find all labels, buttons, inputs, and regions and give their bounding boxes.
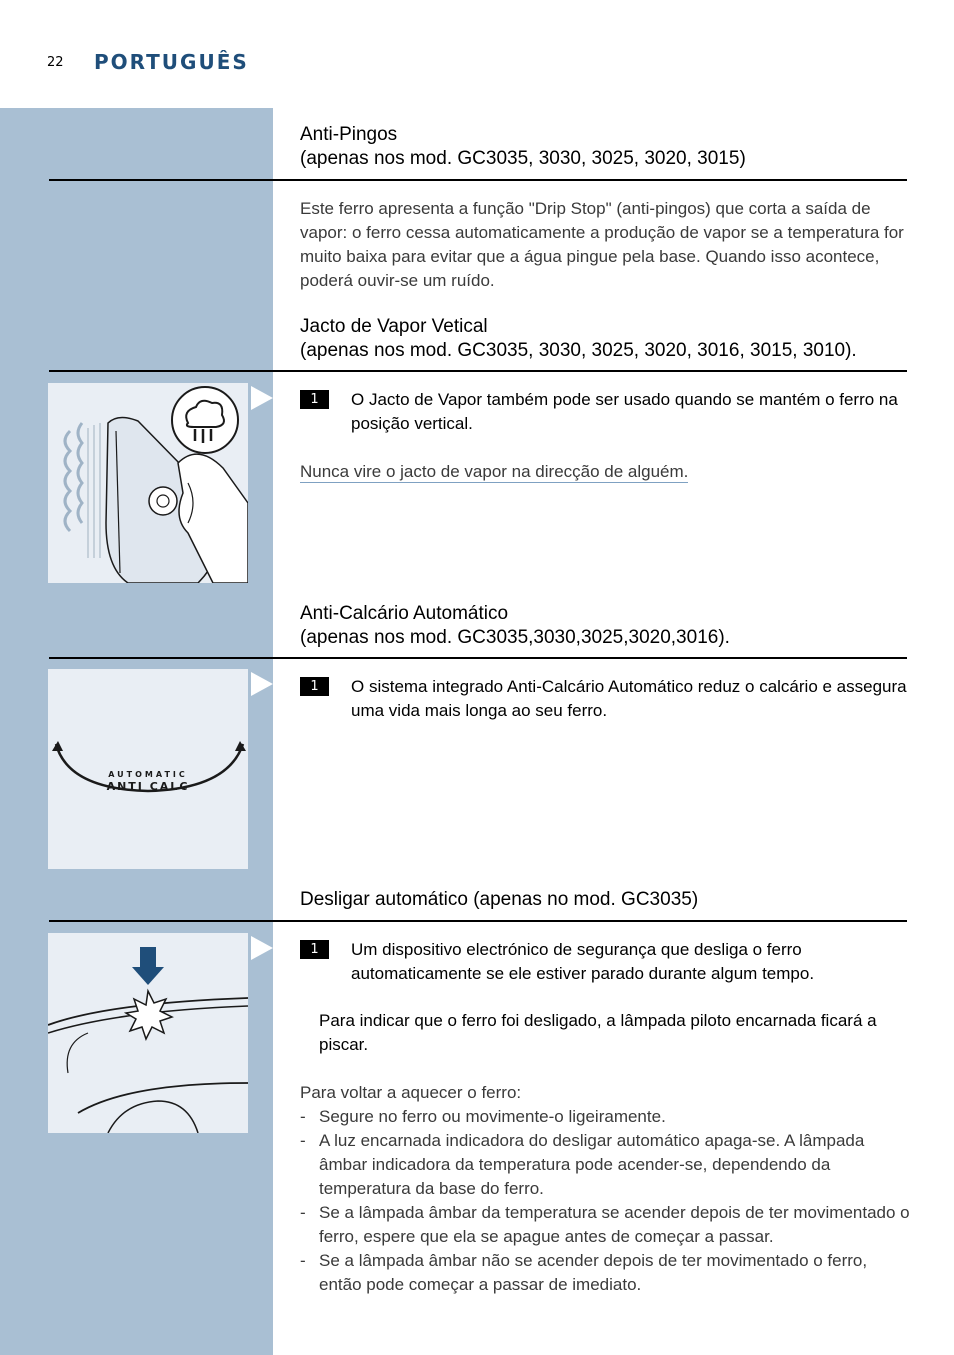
reheat-list [300, 1105, 910, 1297]
list-item: - Se a lâmpada âmbar não se acender depois de ter movimentado o ferro, então pode começar a passar de imediato. [300, 1249, 910, 1297]
step-text: O Jacto de Vapor também pode ser usado quando se mantém o ferro na posição vertical. [351, 390, 898, 433]
section-divider [49, 657, 907, 659]
callout-pointer [251, 936, 273, 960]
list-item: - A luz encarnada indicadora do desligar automático apaga-se. A lâmpada âmbar indicadora da temperatura pode acender-se, dependendo da temperatura da base do ferro. [300, 1129, 910, 1201]
section-title-line1: Anti-Pingos [300, 124, 398, 145]
section-anti-pingos-body: Este ferro apresenta a função "Drip Stop" (anti-pingos) que corta a saída de vapor: o ferro cessa automaticamente a produção de vapor se a temperatura for muito baixa para evitar que a água pingue pela base. Quando isso acontece, poderá ouvir-se um ruído. [300, 199, 904, 290]
step-text: O sistema integrado Anti-Calcário Automático reduz o calcário e assegura uma vida mais longa ao seu ferro. [351, 677, 907, 720]
iron-vertical-steam-drawing [48, 383, 248, 583]
step-number-badge: 1 [300, 677, 329, 696]
iron-auto-off-drawing [48, 933, 248, 1133]
list-item: - Se a lâmpada âmbar da temperatura se acender depois de ter movimentado o ferro, espere que ela se apague antes de começar a passar. [300, 1201, 910, 1249]
warning-text: Nunca vire o jacto de vapor na direcção de alguém. [300, 462, 689, 481]
section-title-line2: (apenas nos mod. GC3035, 3030, 3025, 3020, 3016, 3015, 3010). [300, 340, 857, 361]
anti-calc-dial-drawing [48, 669, 248, 869]
language-heading: PORTUGUÊS [94, 50, 249, 74]
step-text: Um dispositivo electrónico de segurança que desliga o ferro automaticamente se ele estiver parado durante algum tempo. [351, 940, 815, 983]
section-auto-off-title: Desligar automático (apenas no mod. GC3035) [300, 889, 699, 910]
callout-pointer [251, 386, 273, 410]
page-number: 22 [47, 55, 64, 70]
section-title-line1: Jacto de Vapor Vetical [300, 316, 488, 337]
vertical-steam-illustration [48, 383, 248, 583]
list-item: - Segure no ferro ou movimente-o ligeiramente. [300, 1105, 910, 1129]
section-vertical-steam-title [300, 315, 857, 363]
section-title-line2: (apenas nos mod. GC3035, 3030, 3025, 3020, 3015) [300, 148, 746, 169]
reheat-intro: Para voltar a aquecer o ferro: [300, 1083, 522, 1102]
callout-pointer [251, 672, 273, 696]
anti-calc-illustration [48, 669, 248, 869]
section-divider [49, 370, 907, 372]
section-divider [49, 920, 907, 922]
step-number-badge: 1 [300, 940, 329, 959]
auto-off-illustration [48, 933, 248, 1133]
note-text: Para indicar que o ferro foi desligado, a lâmpada piloto encarnada ficará a piscar. [319, 1011, 877, 1054]
illus-label-bottom: ANTI CALC [106, 780, 190, 793]
illus-label-top: AUTOMATIC [108, 770, 188, 779]
section-anti-pingos-title [300, 123, 746, 171]
section-title-line2: (apenas nos mod. GC3035,3030,3025,3020,3016). [300, 627, 730, 648]
reheat-instructions [300, 1081, 910, 1297]
step-number-badge: 1 [300, 390, 329, 409]
section-title-line1: Anti-Calcário Automático [300, 603, 509, 624]
section-anti-calc-title [300, 602, 730, 650]
section-divider [49, 179, 907, 181]
